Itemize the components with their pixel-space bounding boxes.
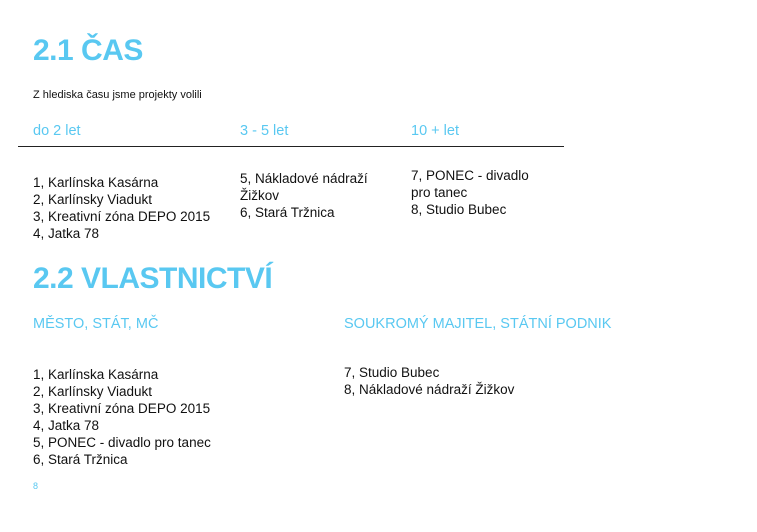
list-item: 7, PONEC - divadlo pro tanec: [411, 168, 529, 200]
column-heading-public: MĚSTO, STÁT, MČ: [33, 316, 159, 332]
list-item: 1, Karlínska Kasárna: [33, 175, 159, 190]
column-heading-3-5-years: 3 - 5 let: [240, 123, 289, 139]
time-list-col3: [411, 167, 541, 218]
section-title-time: 2.1 ČAS: [33, 34, 143, 67]
time-list-col2: [240, 170, 390, 221]
page-number: 8: [33, 481, 39, 491]
list-item: 1, Karlínska Kasárna: [33, 367, 159, 382]
section-title-ownership: 2.2 VLASTNICTVÍ: [33, 262, 273, 295]
time-list-col1: [33, 174, 210, 242]
list-item: 5, Nákladové nádraží Žižkov: [240, 171, 368, 203]
list-item: 6, Stará Tržnica: [240, 205, 335, 220]
ownership-list-col2: [344, 364, 514, 398]
divider-line: [18, 146, 564, 147]
list-item: 4, Jatka 78: [33, 226, 100, 241]
list-item: 3, Kreativní zóna DEPO 2015: [33, 209, 211, 224]
list-item: 8, Studio Bubec: [411, 202, 507, 217]
list-item: 4, Jatka 78: [33, 418, 100, 433]
column-heading-10-years: 10 + let: [411, 123, 459, 139]
section-intro: Z hlediska času jsme projekty volili: [33, 89, 202, 101]
list-item: 2, Karlínsky Viadukt: [33, 384, 153, 399]
list-item: 7, Studio Bubec: [344, 365, 440, 380]
column-heading-2-years: do 2 let: [33, 123, 81, 139]
list-item: 6, Stará Tržnica: [33, 452, 128, 467]
list-item: 3, Kreativní zóna DEPO 2015: [33, 401, 211, 416]
list-item: 5, PONEC - divadlo pro tanec: [33, 435, 211, 450]
ownership-list-col1: [33, 366, 211, 468]
list-item: 8, Nákladové nádraží Žižkov: [344, 382, 515, 397]
list-item: 2, Karlínsky Viadukt: [33, 192, 153, 207]
column-heading-private: SOUKROMÝ MAJITEL, STÁTNÍ PODNIK: [344, 316, 612, 332]
